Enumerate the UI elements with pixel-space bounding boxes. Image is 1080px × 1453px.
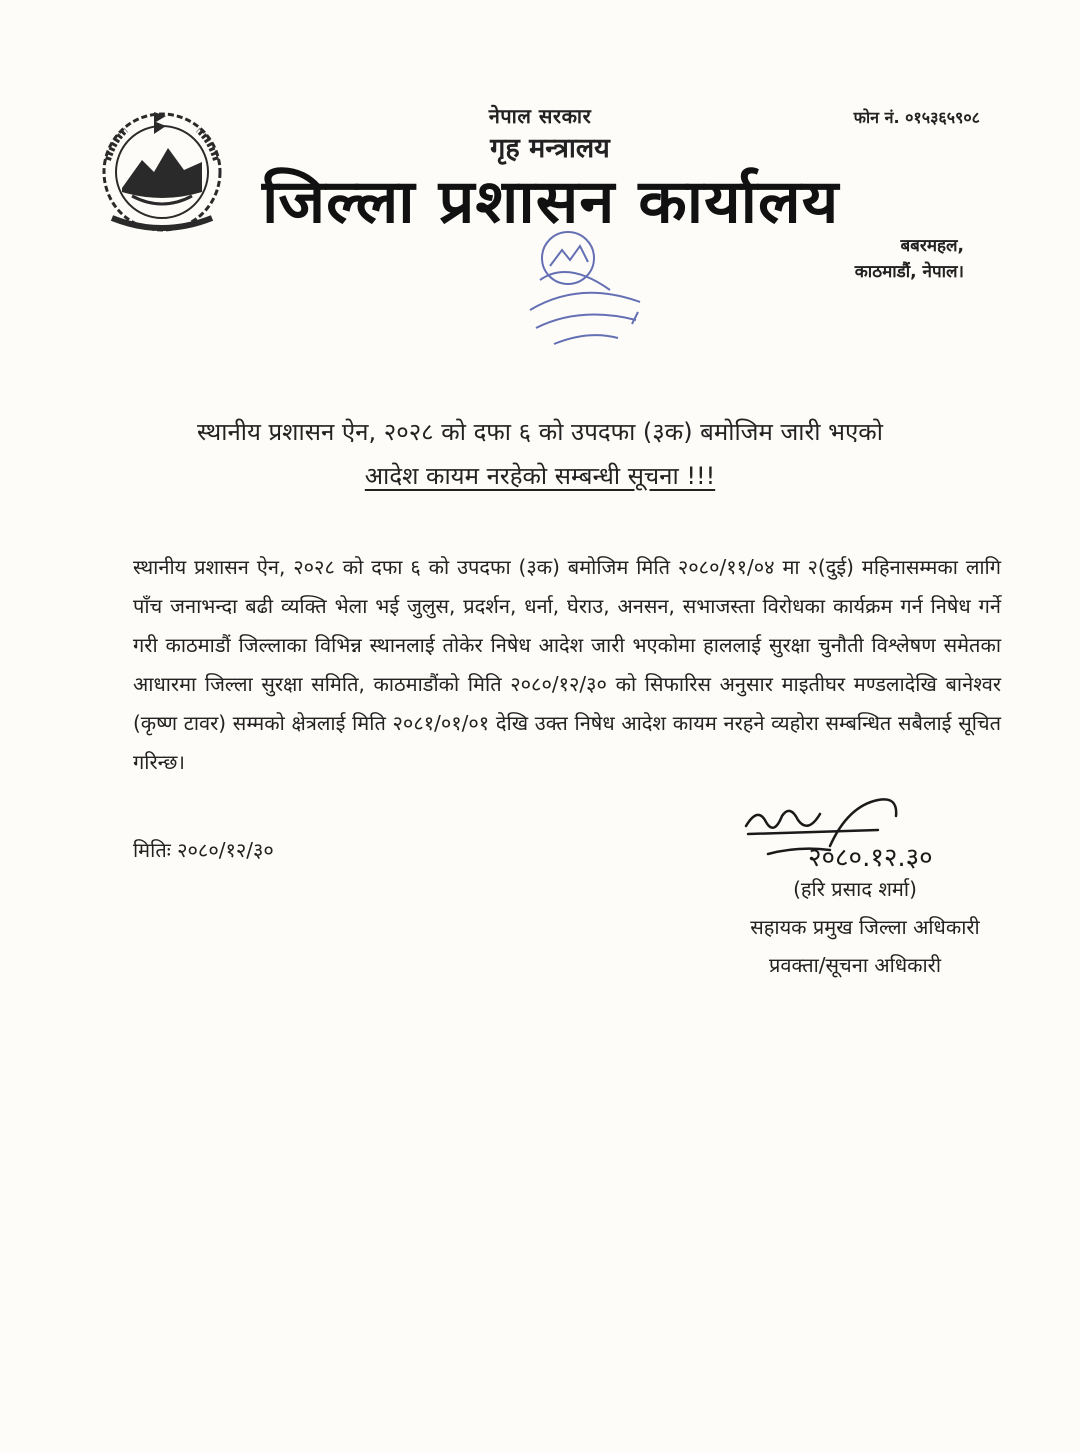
office-address [855, 233, 964, 285]
signature-icon [738, 786, 1008, 876]
signatory-name: (हरि प्रसाद शर्मा) [793, 877, 917, 901]
address-line-2: काठमाडौं, नेपाल। [854, 262, 964, 282]
office-seal-stamp-icon [510, 220, 660, 360]
address-line-1: बबरमहल, [900, 236, 964, 256]
notice-date: मितिः २०८०/१२/३० [133, 838, 274, 862]
signatory-block [700, 870, 1010, 984]
subject-line-2: आदेश कायम नरहेको सम्बन्धी सूचना !!! [364, 462, 716, 490]
notice-subject [0, 410, 1080, 498]
notice-body: स्थानीय प्रशासन ऐन, २०२८ को दफा ६ को उपदफा (३क) बमोजिम मिति २०८०/११/०४ मा २(दुई) महिनासम्मका लागि पाँच जनाभन्दा बढी व्यक्ति भेला भई जुलुस, प्रदर्शन, धर्ना, घेराउ, अनसन, सभाजस्ता विरोधका कार्यक्रम गर्न निषेध गर्ने गरी काठमाडौं जिल्लाका विभिन्न स्थानलाई तोकेर निषेध आदेश जारी भएकोमा हाललाई सुरक्षा चुनौती विश्लेषण समेतका आधारमा जिल्ला सुरक्षा समिति, काठमाडौंको मिति २०८०/१२/३० को सिफारिस अनुसार माइतीघर मण्डलादेखि बानेश्वर (कृष्ण टावर) सम्मको क्षेत्रलाई मिति २०८१/०१/०१ देखि उक्त निषेध आदेश कायम नरहने व्यहोरा सम्बन्धित सबैलाई सूचित गरिन्छ। [133, 555, 1001, 774]
signatory-subtitle: प्रवक्ता/सूचना अधिकारी [768, 953, 942, 977]
phone-number: फोन नं. ०१५३६५९०८ [853, 108, 980, 127]
government-name: नेपाल सरकार [488, 104, 592, 128]
signature-date: २०८०.१२.३० [808, 843, 933, 873]
ministry-name: गृह मन्त्रालय [490, 133, 610, 164]
signatory-title: सहायक प्रमुख जिल्ला अधिकारी [750, 915, 980, 939]
subject-line-1: स्थानीय प्रशासन ऐन, २०२८ को दफा ६ को उपदफा (३क) बमोजिम जारी भएको [197, 418, 883, 446]
office-name: जिल्ला प्रशासन कार्यालय [262, 167, 840, 237]
